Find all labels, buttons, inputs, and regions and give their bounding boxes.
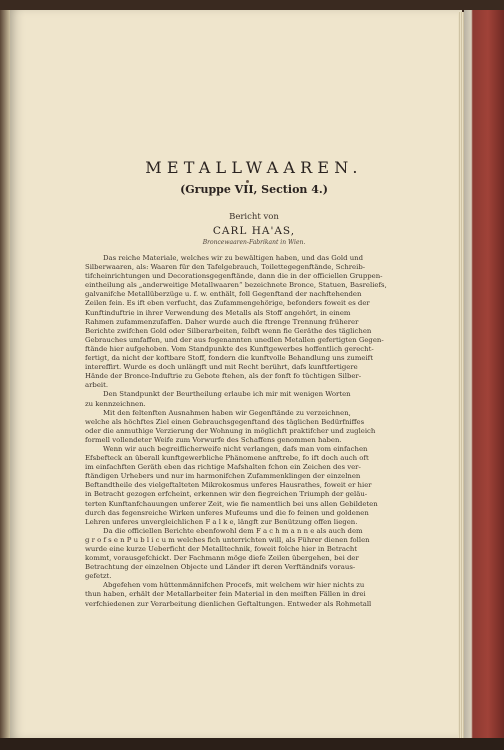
text-line: in Betracht gezogen erfcheint, erkennen wir den fiegreichen Triumph der geläu-: [85, 490, 368, 499]
bottom-shadow: [0, 738, 504, 750]
text-line: verfchiedenen zur Verarbeitung dienlichen Geftaltungen. Entweder als Rohmetall: [85, 599, 372, 608]
text-line: intereffirt. Wurde es doch unlängft und mit Recht berührt, dafs kunftfertigere: [85, 363, 358, 372]
report-by-label: Bericht von: [229, 212, 279, 222]
section-title: METALLWAAREN.: [145, 158, 363, 177]
text-line: tifcheinrichtungen und Decorationsgegenftände, dann die in der officiellen Gruppen-: [85, 272, 383, 281]
text-line: Da die officiellen Berichte ebenfowohl dem F a c h m a n n e als auch dem: [103, 526, 363, 535]
text-line: thun haben, erhält der Metallarbeiter fein Material in den meiften Fällen in drei: [85, 590, 366, 599]
text-line: fertigt, da nicht der koftbare Stoff, fondern die kunftvolle Behandlung uns zumeift: [85, 354, 373, 363]
text-line: g r o f s e n P u b l i c u m welches fich unterrichten will, als Führer dienen follen: [85, 535, 370, 544]
text-line: Berichte zwifchen Gold oder Silberarbeiten, felbft wenn fie Geräthe des täglichen: [85, 326, 372, 335]
book-cover-edge: [464, 10, 504, 740]
text-line: Gebrauches umfaffen, und der aus fogenannten unedlen Metallen gefertigten Gegen-: [85, 335, 384, 344]
text-line: oder die anmuthige Verzierung der Wohnung in möglichft praktifcher und zugleich: [85, 426, 376, 435]
text-line: Mit den feltenften Ausnahmen haben wir Gegenftände zu verzeichnen,: [103, 408, 351, 417]
author-name: CARL HA'AS,: [212, 225, 296, 237]
text-line: ftände hier aufgehoben. Vom Standpunkte des Kunftgewerbes hoffentlich gerecht-: [85, 344, 374, 353]
text-line: arbeit.: [85, 381, 109, 390]
text-line: Zeilen fein. Es ift eben verfucht, das Zufammengehörige, befonders foweit es der: [85, 299, 370, 308]
text-line: ftändigen Urhebers und nur im harmonifchen Zufammenklingen der einzelnen: [85, 472, 361, 481]
text-line: Lehren unferes unvergleichlichen F a l k e, längft zur Benützung offen liegen.: [85, 517, 358, 526]
body-text: [85, 254, 442, 609]
text-line: eintheilung als „anderweitige Metallwaaren“ bezeichnete Bronce, Statuen, Basreliefs,: [85, 281, 387, 290]
text-line: Abgefehen vom hüttenmännifchen Procefs, mit welchem wir hier nichts zu: [103, 581, 365, 590]
text-line: gefetzt.: [85, 572, 112, 581]
text-line: Efsbefteck an überall kunftgewerbliche Phänomene anftrebe, fo ift doch auch oft: [85, 454, 369, 463]
text-line: durch das fegensreiche Wirken unferes Mufeums und die fo feinen und goldenen: [85, 508, 369, 517]
text-line: zu kennzeichnen.: [85, 399, 146, 408]
text-line: Betrachtung der einzelnen Objecte und Länder ift deren Verftändnifs voraus-: [85, 563, 356, 572]
text-line: Hände der Bronce-Induftrie zu Gebote ftehen, als der fonft fo tüchtigen Silber-: [85, 372, 362, 381]
text-line: galvanifche Metallüberzüge u. f. w. enthält, foll Gegenftand der nachftehenden: [85, 290, 362, 299]
text-line: Den Standpunkt der Beurtheilung erlaube ich mir mit wenigen Worten: [103, 390, 351, 399]
text-line: Wenn wir auch begreiflicherweife nicht verlangen, dafs man vom einfachen: [103, 444, 368, 453]
text-line: im einfachften Geräth eben das richtige Mafshalten fchon ein Zeichen des ver-: [85, 463, 361, 472]
text-line: Kunftinduftrie in ihrer Verwendung des Metalls als Stoff angehört, in einem: [85, 308, 351, 317]
author-affiliation: Broncewaaren-Fabrikant in Wien.: [202, 239, 306, 246]
text-line: terten Kunftanfchauungen unferer Zeit, wie fie namentlich bei uns allen Gebildeten: [85, 499, 378, 508]
book-gutter: [0, 10, 10, 738]
section-subtitle: (Gruppe VII, Section 4.): [180, 183, 328, 196]
text-line: Rahmen zufammenzufaffen. Daher wurde auch die ftrenge Trennung früherer: [85, 317, 359, 326]
text-line: wurde eine kurze Ueberficht der Metalltechnik, foweit folche hier in Betracht: [85, 545, 358, 553]
text-line: Silberwaaren, als: Waaren für den Tafelgebrauch, Toilettegegenftände, Schreib-: [85, 263, 366, 272]
text-line: welche als höchftes Ziel einen Gebrauchsgegenftand des täglichen Bedürfniffes: [85, 417, 365, 426]
text-line: formell vollendeter Weife zum Vorwurfe des Schaffens genommen haben.: [85, 435, 342, 444]
text-line: Das reiche Materiale, welches wir zu bewältigen haben, und das Gold und: [103, 254, 364, 262]
text-line: kommt, vorausgefchickt. Der Fachmann möge diefe Zeilen übergehen, bei der: [85, 554, 359, 563]
text-line: Beftandtheile des vielgeftalteten Mikrokosmus unferes Hausrathes, foweit er hier: [85, 481, 372, 490]
